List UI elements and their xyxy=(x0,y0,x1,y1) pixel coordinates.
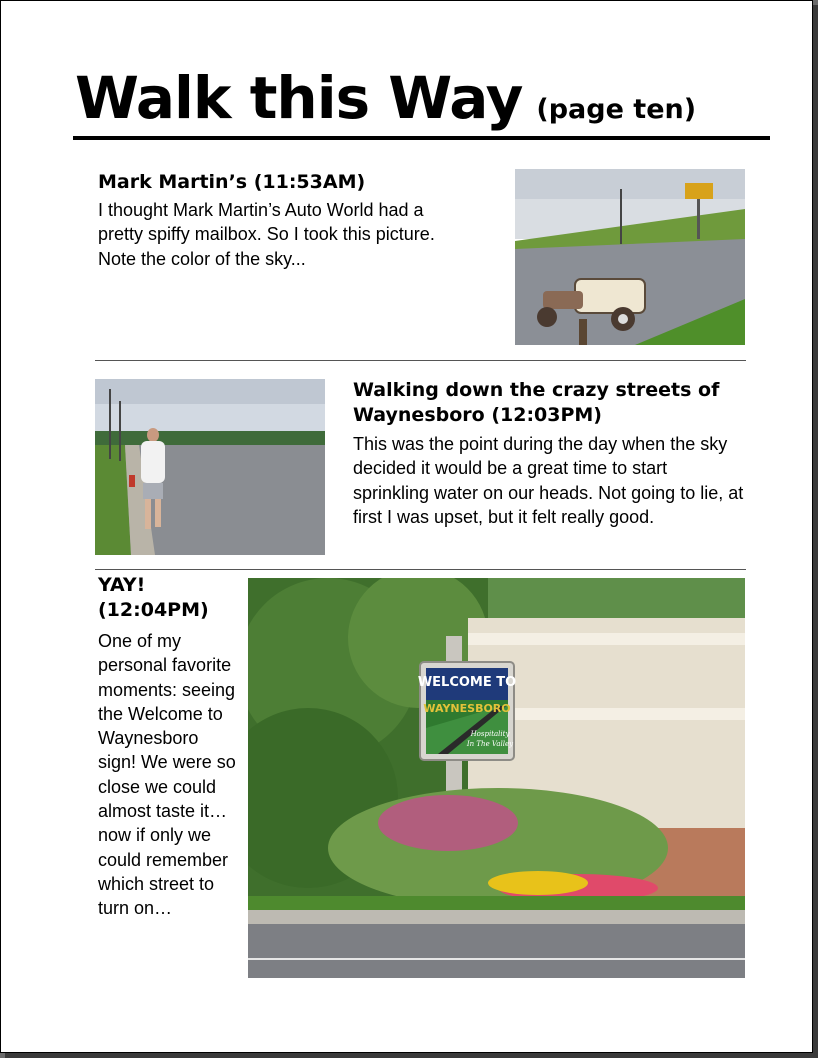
sign-line2: WAYNESBORO xyxy=(423,702,511,715)
section-heading: Mark Martin’s (11:53AM) xyxy=(98,171,366,193)
page-subtitle: (page ten) xyxy=(536,94,697,125)
sign-tagline1: Hospitality xyxy=(470,730,510,738)
section-body: This was the point during the day when the sky decided it would be a great time to start sprinkling water on our heads. Not going to lie, at first I was upset, but it felt really good. xyxy=(353,434,744,527)
mailbox-photo-image xyxy=(515,169,745,345)
title-divider xyxy=(73,136,770,140)
sign-line1: WELCOME TO xyxy=(417,675,517,690)
section-divider xyxy=(95,569,746,570)
mailbox-photo xyxy=(515,169,745,345)
section-heading: YAY! (12:04PM) xyxy=(98,574,209,621)
walking-photo-image xyxy=(95,379,325,555)
section-body: I thought Mark Martin’s Auto World had a pretty spiffy mailbox. So I took this picture. Note the color of the sky... xyxy=(98,200,435,269)
page-title xyxy=(75,65,696,131)
section-body: One of my personal favorite moments: seeing the Welcome to Waynesboro sign! We were so close we could almost taste it… now if only we could remember which street to turn on… xyxy=(98,631,236,919)
welcome-sign-photo-image xyxy=(248,578,745,978)
page-title-text: Walk this Way xyxy=(75,64,523,132)
section-divider xyxy=(95,360,746,361)
walking-photo xyxy=(95,379,325,555)
welcome-sign-photo xyxy=(248,578,745,978)
sign-tagline2: In The Valley xyxy=(466,740,514,748)
section-heading: Walking down the crazy streets of Waynesboro (12:03PM) xyxy=(353,379,720,426)
